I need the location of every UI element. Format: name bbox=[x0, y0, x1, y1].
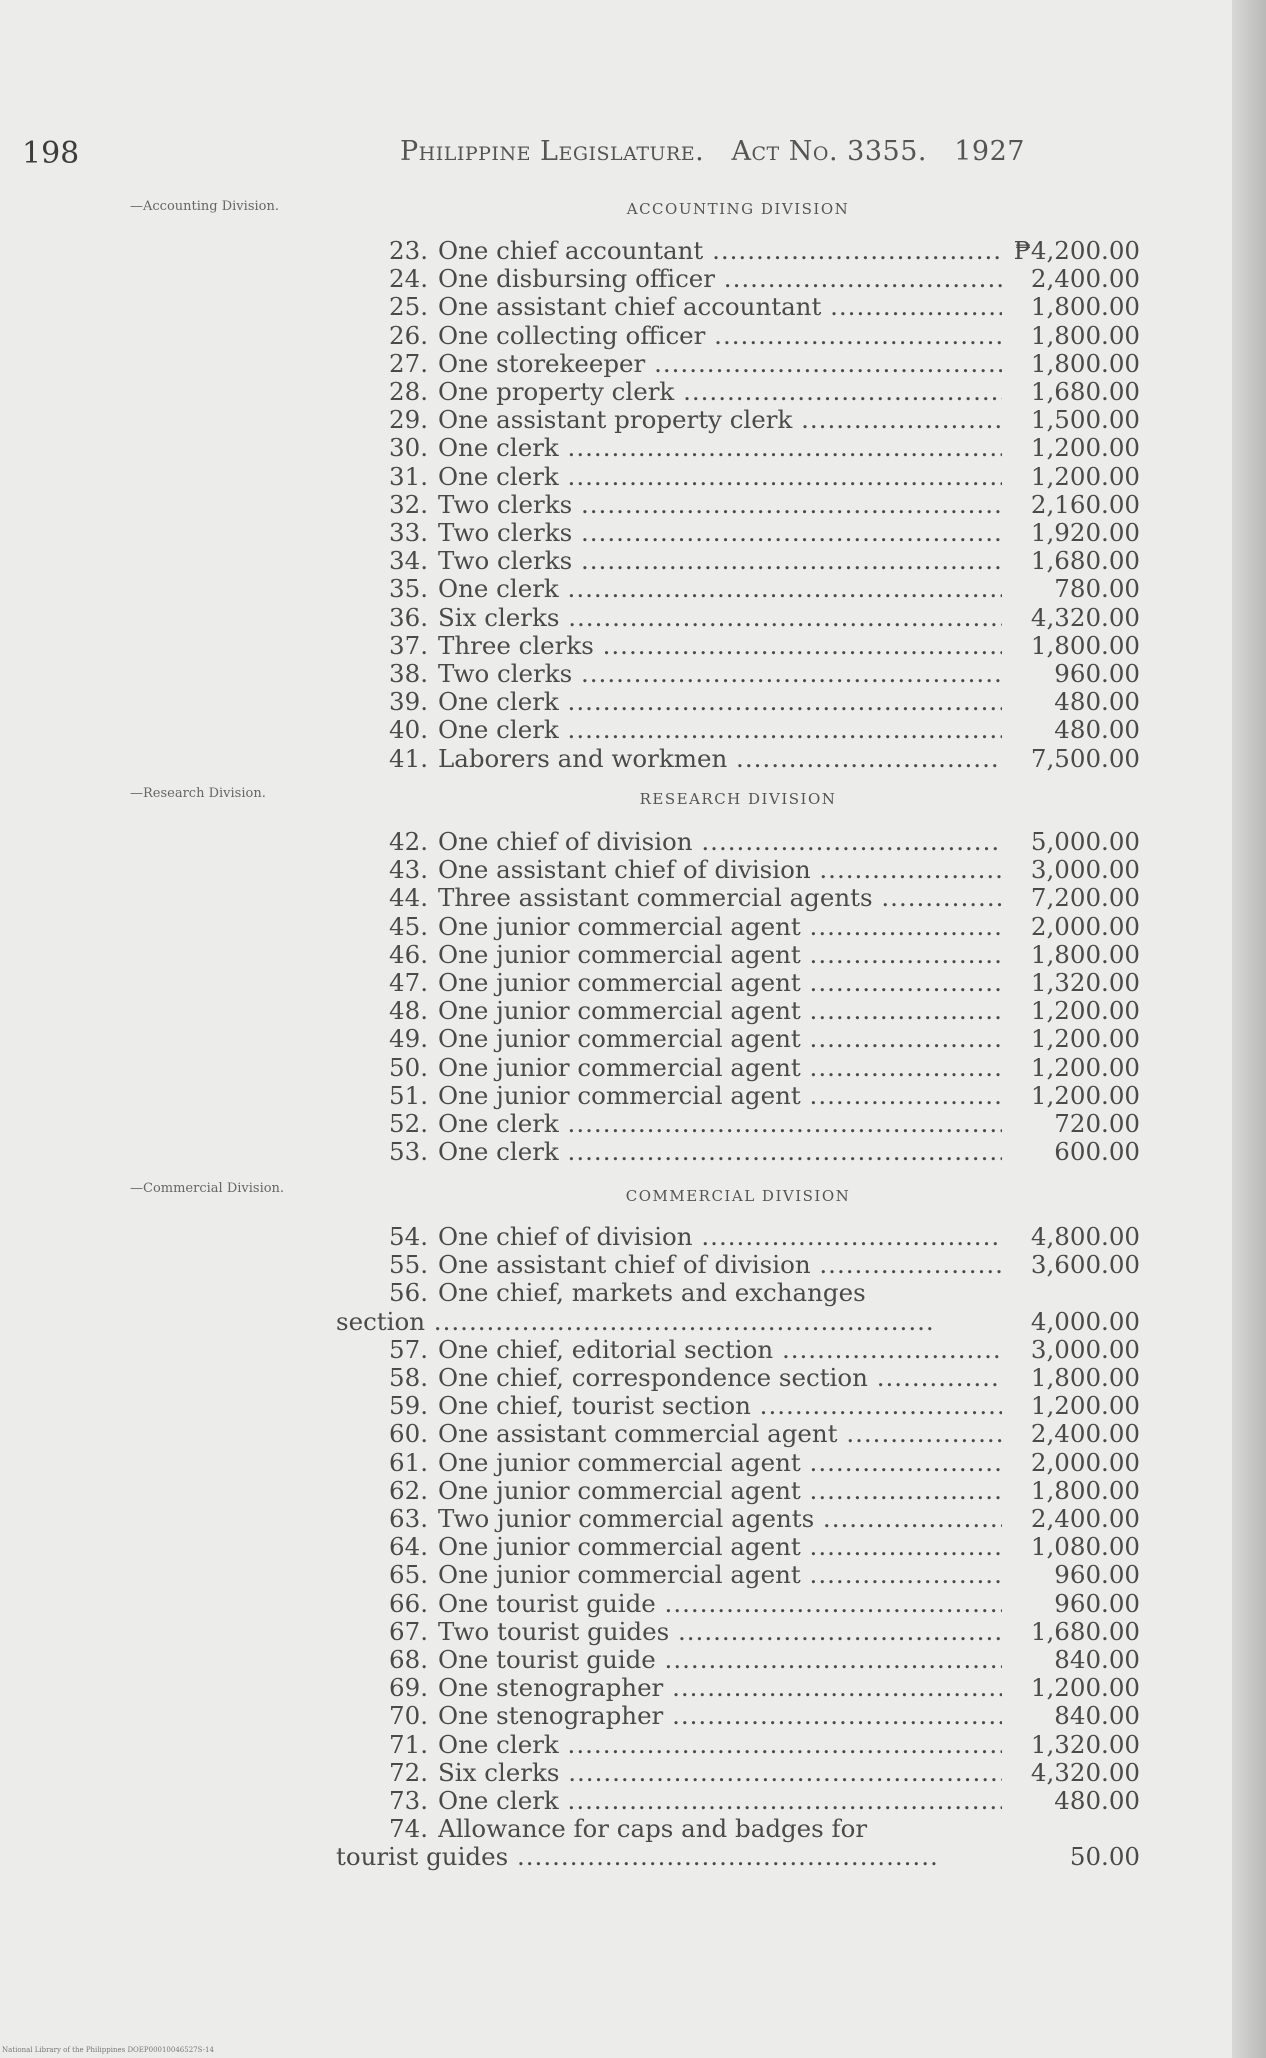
appropriation-item bbox=[330, 1392, 1140, 1420]
item-description: Six clerks ..... bbox=[438, 604, 1058, 632]
item-description-continued: tourist guides ..... bbox=[336, 1843, 936, 1871]
item-description: Two clerks ..... bbox=[438, 547, 1058, 575]
item-number: 43. bbox=[389, 855, 428, 885]
item-description: One junior commercial agent ..... bbox=[438, 1082, 1058, 1110]
item-amount: 1,200.00 bbox=[1002, 463, 1140, 491]
item-description: One chief, tourist section ..... bbox=[438, 1392, 1058, 1420]
appropriation-item-continued bbox=[336, 1308, 1146, 1336]
appropriation-item bbox=[330, 716, 1140, 744]
item-description: One assistant property clerk ..... bbox=[438, 406, 1058, 434]
item-amount: 480.00 bbox=[1002, 716, 1140, 744]
item-amount: 960.00 bbox=[1002, 1561, 1140, 1589]
item-number: 72. bbox=[389, 1757, 428, 1787]
item-amount: 1,800.00 bbox=[1002, 322, 1140, 350]
item-description: One assistant commercial agent ..... bbox=[438, 1420, 1058, 1448]
appropriation-item bbox=[330, 660, 1140, 688]
item-amount: 1,920.00 bbox=[1002, 519, 1140, 547]
item-description: One chief of division ..... bbox=[438, 1223, 1058, 1251]
item-amount: 2,400.00 bbox=[1002, 1505, 1140, 1533]
item-amount: 1,800.00 bbox=[1002, 350, 1140, 378]
item-amount: 840.00 bbox=[1002, 1646, 1140, 1674]
item-description: One junior commercial agent ..... bbox=[438, 941, 1058, 969]
item-number: 39. bbox=[389, 687, 428, 717]
item-number: 56. bbox=[389, 1278, 428, 1308]
appropriation-item bbox=[330, 547, 1140, 575]
item-amount: 1,800.00 bbox=[1002, 1477, 1140, 1505]
item-description: One assistant chief accountant ..... bbox=[438, 293, 1058, 321]
running-head-act: Act No. 3355. bbox=[731, 136, 927, 167]
item-number: 52. bbox=[389, 1109, 428, 1138]
item-number: 38. bbox=[389, 659, 428, 688]
item-number: 61. bbox=[389, 1447, 428, 1477]
appropriation-item bbox=[330, 1336, 1140, 1364]
item-description: One junior commercial agent ..... bbox=[438, 1449, 1058, 1477]
item-description: One chief of division ..... bbox=[438, 828, 1058, 856]
item-description: One property clerk ..... bbox=[438, 378, 1058, 406]
item-amount: 3,000.00 bbox=[1002, 1336, 1140, 1364]
appropriation-item bbox=[330, 941, 1140, 969]
item-amount: 1,800.00 bbox=[1002, 1364, 1140, 1392]
item-amount: 1,800.00 bbox=[1002, 632, 1140, 660]
item-description: One assistant chief of division ..... bbox=[438, 1251, 1058, 1279]
appropriation-item bbox=[330, 434, 1140, 462]
item-number: 33. bbox=[389, 518, 428, 547]
item-amount: 1,680.00 bbox=[1002, 1618, 1140, 1646]
item-description-continued: section ..... bbox=[336, 1308, 936, 1336]
item-number: 47. bbox=[389, 968, 428, 997]
item-number: 31. bbox=[389, 461, 428, 491]
page-number: 198 bbox=[22, 136, 80, 171]
item-amount: 600.00 bbox=[1002, 1138, 1140, 1166]
item-number: 46. bbox=[389, 939, 428, 969]
item-description: One junior commercial agent ..... bbox=[438, 1025, 1058, 1053]
appropriation-item bbox=[330, 1561, 1140, 1589]
item-amount: 1,200.00 bbox=[1002, 1674, 1140, 1702]
appropriation-item bbox=[330, 1618, 1140, 1646]
item-amount: 1,200.00 bbox=[1002, 1082, 1140, 1110]
margin-note: —Commercial Division. bbox=[130, 1181, 285, 1196]
item-number: 28. bbox=[389, 377, 428, 406]
item-number: 50. bbox=[389, 1052, 428, 1082]
division-heading: RESEARCH DIVISION bbox=[639, 790, 837, 808]
item-amount: 50.00 bbox=[1002, 1843, 1140, 1871]
item-number: 71. bbox=[389, 1729, 428, 1759]
item-description: One disbursing officer ..... bbox=[438, 265, 1058, 293]
item-amount: 1,200.00 bbox=[1002, 1025, 1140, 1053]
appropriation-item bbox=[330, 293, 1140, 321]
appropriation-item bbox=[330, 1505, 1140, 1533]
item-number: 48. bbox=[389, 996, 428, 1026]
appropriation-item bbox=[330, 378, 1140, 406]
item-number: 55. bbox=[389, 1250, 428, 1280]
item-number: 25. bbox=[389, 292, 428, 322]
item-number: 70. bbox=[389, 1701, 428, 1731]
item-description: One stenographer ..... bbox=[438, 1674, 1058, 1702]
item-amount: 1,680.00 bbox=[1002, 547, 1140, 575]
item-number: 42. bbox=[389, 827, 428, 856]
item-amount: 4,320.00 bbox=[1002, 1759, 1140, 1787]
item-number: 45. bbox=[389, 911, 428, 941]
item-description: Two clerks ..... bbox=[438, 660, 1058, 688]
item-number: 23. bbox=[389, 236, 428, 265]
appropriation-item bbox=[330, 1787, 1140, 1815]
item-description: One clerk ..... bbox=[438, 463, 1058, 491]
item-amount: 1,500.00 bbox=[1002, 406, 1140, 434]
appropriation-item bbox=[330, 604, 1140, 632]
item-amount: 1,200.00 bbox=[1002, 1392, 1140, 1420]
appropriation-item bbox=[330, 1815, 1140, 1843]
appropriation-item bbox=[330, 688, 1140, 716]
appropriation-item bbox=[330, 1646, 1140, 1674]
item-number: 35. bbox=[389, 574, 428, 604]
item-description: One junior commercial agent ..... bbox=[438, 1561, 1058, 1589]
item-number: 32. bbox=[389, 489, 428, 519]
appropriation-item bbox=[330, 491, 1140, 519]
margin-note: —Research Division. bbox=[130, 786, 266, 801]
item-number: 73. bbox=[389, 1786, 428, 1815]
appropriation-item bbox=[330, 406, 1140, 434]
running-head-title: Philippine Legislature. bbox=[400, 136, 705, 167]
item-amount: 1,320.00 bbox=[1002, 1731, 1140, 1759]
running-head bbox=[400, 136, 1100, 167]
item-number: 37. bbox=[389, 630, 428, 660]
item-description: One chief, correspondence section ..... bbox=[438, 1364, 1058, 1392]
item-amount: 4,800.00 bbox=[1002, 1223, 1140, 1251]
division-heading: COMMERCIAL DIVISION bbox=[625, 1187, 851, 1205]
item-number: 57. bbox=[389, 1334, 428, 1364]
item-number: 68. bbox=[389, 1645, 428, 1674]
item-description: One assistant chief of division ..... bbox=[438, 856, 1058, 884]
item-amount: 960.00 bbox=[1002, 1590, 1140, 1618]
item-amount: 3,000.00 bbox=[1002, 856, 1140, 884]
appropriation-item bbox=[330, 1251, 1140, 1279]
item-amount: 7,500.00 bbox=[1002, 745, 1140, 773]
item-amount: 2,160.00 bbox=[1002, 491, 1140, 519]
item-amount: 1,200.00 bbox=[1002, 997, 1140, 1025]
item-description: One clerk ..... bbox=[438, 434, 1058, 462]
item-number: 69. bbox=[389, 1673, 428, 1703]
running-head-year: 1927 bbox=[954, 136, 1025, 167]
item-number: 64. bbox=[389, 1532, 428, 1562]
item-number: 41. bbox=[389, 743, 428, 773]
item-description: One stenographer ..... bbox=[438, 1702, 1058, 1730]
appropriation-item bbox=[330, 828, 1140, 856]
appropriation-item bbox=[330, 1054, 1140, 1082]
appropriation-item bbox=[330, 913, 1140, 941]
item-number: 53. bbox=[389, 1137, 428, 1167]
appropriation-item-continued bbox=[336, 1843, 1146, 1871]
item-description: Three clerks ..... bbox=[438, 632, 1058, 660]
appropriation-item bbox=[330, 1364, 1140, 1392]
item-number: 62. bbox=[389, 1475, 428, 1505]
item-number: 40. bbox=[389, 715, 428, 745]
margin-note: —Accounting Division. bbox=[130, 199, 279, 214]
item-description: One junior commercial agent ..... bbox=[438, 1477, 1058, 1505]
item-description: Three assistant commercial agents ..... bbox=[438, 884, 1058, 912]
appropriation-item bbox=[330, 856, 1140, 884]
item-description: One clerk ..... bbox=[438, 1110, 1058, 1138]
item-number: 49. bbox=[389, 1024, 428, 1054]
item-amount: 480.00 bbox=[1002, 1787, 1140, 1815]
item-number: 29. bbox=[389, 405, 428, 435]
item-amount: 840.00 bbox=[1002, 1702, 1140, 1730]
appropriation-item bbox=[330, 1082, 1140, 1110]
item-number: 27. bbox=[389, 348, 428, 378]
appropriation-item bbox=[330, 575, 1140, 603]
item-number: 44. bbox=[389, 883, 428, 913]
appropriation-item bbox=[330, 1477, 1140, 1505]
appropriation-item bbox=[330, 1702, 1140, 1730]
item-description: One storekeeper ..... bbox=[438, 350, 1058, 378]
appropriation-item bbox=[330, 1533, 1140, 1561]
item-description: One collecting officer ..... bbox=[438, 322, 1058, 350]
item-description: Allowance for caps and badges for bbox=[438, 1815, 868, 1844]
appropriation-item bbox=[330, 632, 1140, 660]
appropriation-item bbox=[330, 884, 1140, 912]
item-amount: 720.00 bbox=[1002, 1110, 1140, 1138]
footer-note: National Library of the Philippines DOEP00010046527S-14 bbox=[2, 2046, 214, 2054]
appropriation-item bbox=[330, 1279, 1140, 1307]
appropriation-item bbox=[330, 519, 1140, 547]
item-description: One junior commercial agent ..... bbox=[438, 913, 1058, 941]
item-amount: 2,000.00 bbox=[1002, 913, 1140, 941]
appropriation-item bbox=[330, 1731, 1140, 1759]
appropriation-item bbox=[330, 1759, 1140, 1787]
item-amount: 1,800.00 bbox=[1002, 293, 1140, 321]
item-description: One clerk ..... bbox=[438, 1138, 1058, 1166]
appropriation-item bbox=[330, 1138, 1140, 1166]
item-description: One tourist guide ..... bbox=[438, 1590, 1058, 1618]
appropriation-item bbox=[330, 1110, 1140, 1138]
item-description: Laborers and workmen ..... bbox=[438, 745, 1058, 773]
item-number: 24. bbox=[389, 264, 428, 294]
item-number: 26. bbox=[389, 320, 428, 350]
item-amount: 780.00 bbox=[1002, 575, 1140, 603]
appropriation-item bbox=[330, 322, 1140, 350]
item-amount: ₱4,200.00 bbox=[1002, 237, 1140, 265]
appropriation-item bbox=[330, 1025, 1140, 1053]
item-number: 58. bbox=[389, 1363, 428, 1392]
item-number: 34. bbox=[389, 546, 428, 576]
item-description: Two clerks ..... bbox=[438, 491, 1058, 519]
appropriation-item bbox=[330, 463, 1140, 491]
item-amount: 2,400.00 bbox=[1002, 265, 1140, 293]
appropriation-item bbox=[330, 1590, 1140, 1618]
item-description: Two junior commercial agents ..... bbox=[438, 1505, 1058, 1533]
appropriation-item bbox=[330, 1674, 1140, 1702]
item-number: 67. bbox=[389, 1616, 428, 1646]
appropriation-item bbox=[330, 745, 1140, 773]
item-amount: 1,320.00 bbox=[1002, 969, 1140, 997]
item-amount: 1,680.00 bbox=[1002, 378, 1140, 406]
item-number: 51. bbox=[389, 1080, 428, 1110]
appropriation-item bbox=[330, 350, 1140, 378]
item-amount: 480.00 bbox=[1002, 688, 1140, 716]
item-description: One chief accountant ..... bbox=[438, 237, 1058, 265]
item-amount: 5,000.00 bbox=[1002, 828, 1140, 856]
page-edge-shadow bbox=[1232, 0, 1266, 2058]
item-description: One clerk ..... bbox=[438, 575, 1058, 603]
item-description: Two clerks ..... bbox=[438, 519, 1058, 547]
item-amount: 2,000.00 bbox=[1002, 1449, 1140, 1477]
item-amount: 2,400.00 bbox=[1002, 1420, 1140, 1448]
item-amount: 960.00 bbox=[1002, 660, 1140, 688]
item-number: 65. bbox=[389, 1560, 428, 1590]
item-description: One junior commercial agent ..... bbox=[438, 969, 1058, 997]
item-amount: 7,200.00 bbox=[1002, 884, 1140, 912]
item-description: One clerk ..... bbox=[438, 688, 1058, 716]
item-amount: 3,600.00 bbox=[1002, 1251, 1140, 1279]
item-description: One chief, markets and exchanges bbox=[438, 1279, 866, 1308]
item-number: 30. bbox=[389, 433, 428, 463]
item-number: 66. bbox=[389, 1588, 428, 1618]
item-description: One clerk ..... bbox=[438, 1731, 1058, 1759]
item-amount: 1,800.00 bbox=[1002, 941, 1140, 969]
item-description: One clerk ..... bbox=[438, 1787, 1058, 1815]
item-number: 36. bbox=[389, 602, 428, 632]
appropriation-item bbox=[330, 237, 1140, 265]
item-number: 54. bbox=[389, 1222, 428, 1251]
item-amount: 4,320.00 bbox=[1002, 604, 1140, 632]
item-description: One chief, editorial section ..... bbox=[438, 1336, 1058, 1364]
appropriation-item bbox=[330, 265, 1140, 293]
item-description: One junior commercial agent ..... bbox=[438, 997, 1058, 1025]
item-amount: 1,080.00 bbox=[1002, 1533, 1140, 1561]
item-number: 59. bbox=[389, 1391, 428, 1421]
item-number: 63. bbox=[389, 1504, 428, 1533]
item-description: One junior commercial agent ..... bbox=[438, 1533, 1058, 1561]
item-description: One junior commercial agent ..... bbox=[438, 1054, 1058, 1082]
item-description: Two tourist guides ..... bbox=[438, 1618, 1058, 1646]
item-description: One tourist guide ..... bbox=[438, 1646, 1058, 1674]
appropriation-item bbox=[330, 1420, 1140, 1448]
item-description: Six clerks ..... bbox=[438, 1759, 1058, 1787]
item-amount: 1,200.00 bbox=[1002, 434, 1140, 462]
appropriation-item bbox=[330, 1223, 1140, 1251]
item-amount: 1,200.00 bbox=[1002, 1054, 1140, 1082]
division-heading: ACCOUNTING DIVISION bbox=[626, 200, 850, 218]
appropriation-item bbox=[330, 997, 1140, 1025]
item-number: 74. bbox=[389, 1814, 428, 1844]
item-amount: 4,000.00 bbox=[1002, 1308, 1140, 1336]
appropriation-item bbox=[330, 1449, 1140, 1477]
appropriation-item bbox=[330, 969, 1140, 997]
item-number: 60. bbox=[389, 1419, 428, 1449]
item-description: One clerk ..... bbox=[438, 716, 1058, 744]
